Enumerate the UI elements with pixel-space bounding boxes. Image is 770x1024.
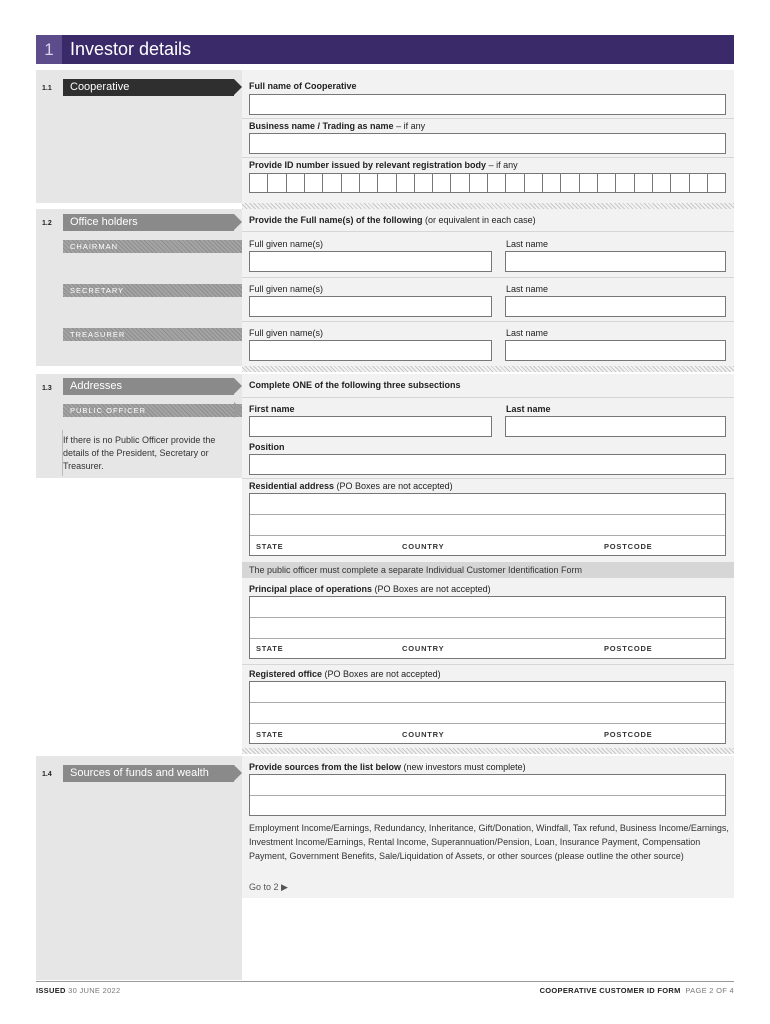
public-officer-note: If there is no Public Officer provide the details of the President, Secretary or Treasurer. <box>63 435 216 471</box>
section-number-1-4: 1.4 <box>42 771 52 778</box>
section-heading-office-holders: Office holders <box>63 214 234 231</box>
cooperative-name-input[interactable] <box>249 94 726 115</box>
position-input[interactable] <box>249 454 726 475</box>
section-number-1-2: 1.2 <box>42 220 52 227</box>
input-line <box>250 795 725 796</box>
page-title: Investor details <box>70 39 192 59</box>
footer-form-page: COOPERATIVE CUSTOMER ID FORM PAGE 2 OF 4 <box>539 986 734 995</box>
section-number-1-3: 1.3 <box>42 385 52 392</box>
divider <box>242 321 734 322</box>
chairman-last-input[interactable] <box>505 251 726 272</box>
divider <box>242 157 734 158</box>
section-heading-cooperative: Cooperative <box>63 79 234 96</box>
chairman-given-input[interactable] <box>249 251 492 272</box>
subheading-arrow-icon <box>234 402 242 418</box>
heading-arrow-icon <box>234 214 242 230</box>
left-panel-1-4 <box>36 756 242 980</box>
country-caption: COUNTRY <box>402 730 445 739</box>
heading-arrow-icon <box>234 79 242 95</box>
secretary-last-label: Last name <box>506 284 549 294</box>
hatch-divider <box>242 366 734 372</box>
sources-list-text: Employment Income/Earnings, Redundancy, Inheritance, Gift/Donation, Windfall, Tax refund, Business Income/Earnings, Investment Income/Earnings, Rental Income, Superannuation/Pension, Loan, Insurance Payment, Compensation Payment, Government Benefits, Sale/Liquidation of Assets, or other sources (please outline the other source) <box>249 823 729 861</box>
divider <box>242 277 734 278</box>
chairman-last-label: Last name <box>506 239 549 249</box>
address-line <box>250 617 725 618</box>
state-caption: STATE <box>256 542 284 551</box>
sources-input[interactable] <box>249 774 726 816</box>
principal-place-label: Principal place of operations (PO Boxes are not accepted) <box>249 584 491 594</box>
role-treasurer: TREASURER <box>63 328 242 341</box>
postcode-caption: POSTCODE <box>604 644 653 653</box>
office-holders-instruction: Provide the Full name(s) of the following (or equivalent in each case) <box>249 215 536 225</box>
last-name-label: Last name <box>506 404 551 414</box>
address-line <box>250 723 725 724</box>
position-label: Position <box>249 442 285 452</box>
principal-place-input[interactable] <box>249 596 726 659</box>
state-caption: STATE <box>256 730 284 739</box>
treasurer-last-label: Last name <box>506 328 549 338</box>
role-chairman: CHAIRMAN <box>63 240 242 253</box>
secretary-given-input[interactable] <box>249 296 492 317</box>
residential-address-input[interactable] <box>249 493 726 556</box>
treasurer-given-input[interactable] <box>249 340 492 361</box>
address-line <box>250 638 725 639</box>
id-number-input[interactable] <box>249 173 726 193</box>
hatch-divider <box>242 748 734 754</box>
chairman-given-label: Full given name(s) <box>249 239 324 249</box>
divider <box>242 397 734 398</box>
separate-form-note: The public officer must complete a separate Individual Customer Identification Form <box>242 562 734 578</box>
registered-office-label: Registered office (PO Boxes are not accepted) <box>249 669 441 679</box>
country-caption: COUNTRY <box>402 542 445 551</box>
state-caption: STATE <box>256 644 284 653</box>
postcode-caption: POSTCODE <box>604 542 653 551</box>
footer-issued: ISSUED 30 JUNE 2022 <box>36 986 121 995</box>
country-caption: COUNTRY <box>402 644 445 653</box>
goto-section-2-link[interactable]: Go to 2 ▶ <box>249 882 288 892</box>
section-heading-addresses: Addresses <box>63 378 234 395</box>
business-name-label: Business name / Trading as name – if any <box>249 121 426 131</box>
address-line <box>250 702 725 703</box>
postcode-caption: POSTCODE <box>604 730 653 739</box>
last-name-input[interactable] <box>505 416 726 437</box>
residential-address-label: Residential address (PO Boxes are not accepted) <box>249 481 453 491</box>
heading-arrow-icon <box>234 378 242 394</box>
secretary-given-label: Full given name(s) <box>249 284 324 294</box>
treasurer-given-label: Full given name(s) <box>249 328 324 338</box>
sources-instruction: Provide sources from the list below (new investors must complete) <box>249 762 526 772</box>
divider <box>242 664 734 665</box>
address-line <box>250 535 725 536</box>
heading-arrow-icon <box>234 765 242 781</box>
section-number: 1 <box>36 35 62 64</box>
full-name-label: Full name of Cooperative <box>249 81 357 91</box>
business-name-input[interactable] <box>249 133 726 154</box>
first-name-label: First name <box>249 404 295 414</box>
section-number-1-1: 1.1 <box>42 85 52 92</box>
address-line <box>250 514 725 515</box>
addresses-instruction: Complete ONE of the following three subsections <box>249 380 461 390</box>
role-secretary: SECRETARY <box>63 284 242 297</box>
id-number-label: Provide ID number issued by relevant registration body – if any <box>249 160 518 170</box>
divider <box>242 118 734 119</box>
public-officer-heading: PUBLIC OFFICER <box>63 404 242 417</box>
treasurer-last-input[interactable] <box>505 340 726 361</box>
divider <box>242 231 734 232</box>
divider <box>242 478 734 479</box>
first-name-input[interactable] <box>249 416 492 437</box>
section-heading-sources: Sources of funds and wealth <box>63 765 234 782</box>
registered-office-input[interactable] <box>249 681 726 744</box>
section-header-band <box>36 35 734 64</box>
footer-divider <box>36 981 734 982</box>
secretary-last-input[interactable] <box>505 296 726 317</box>
